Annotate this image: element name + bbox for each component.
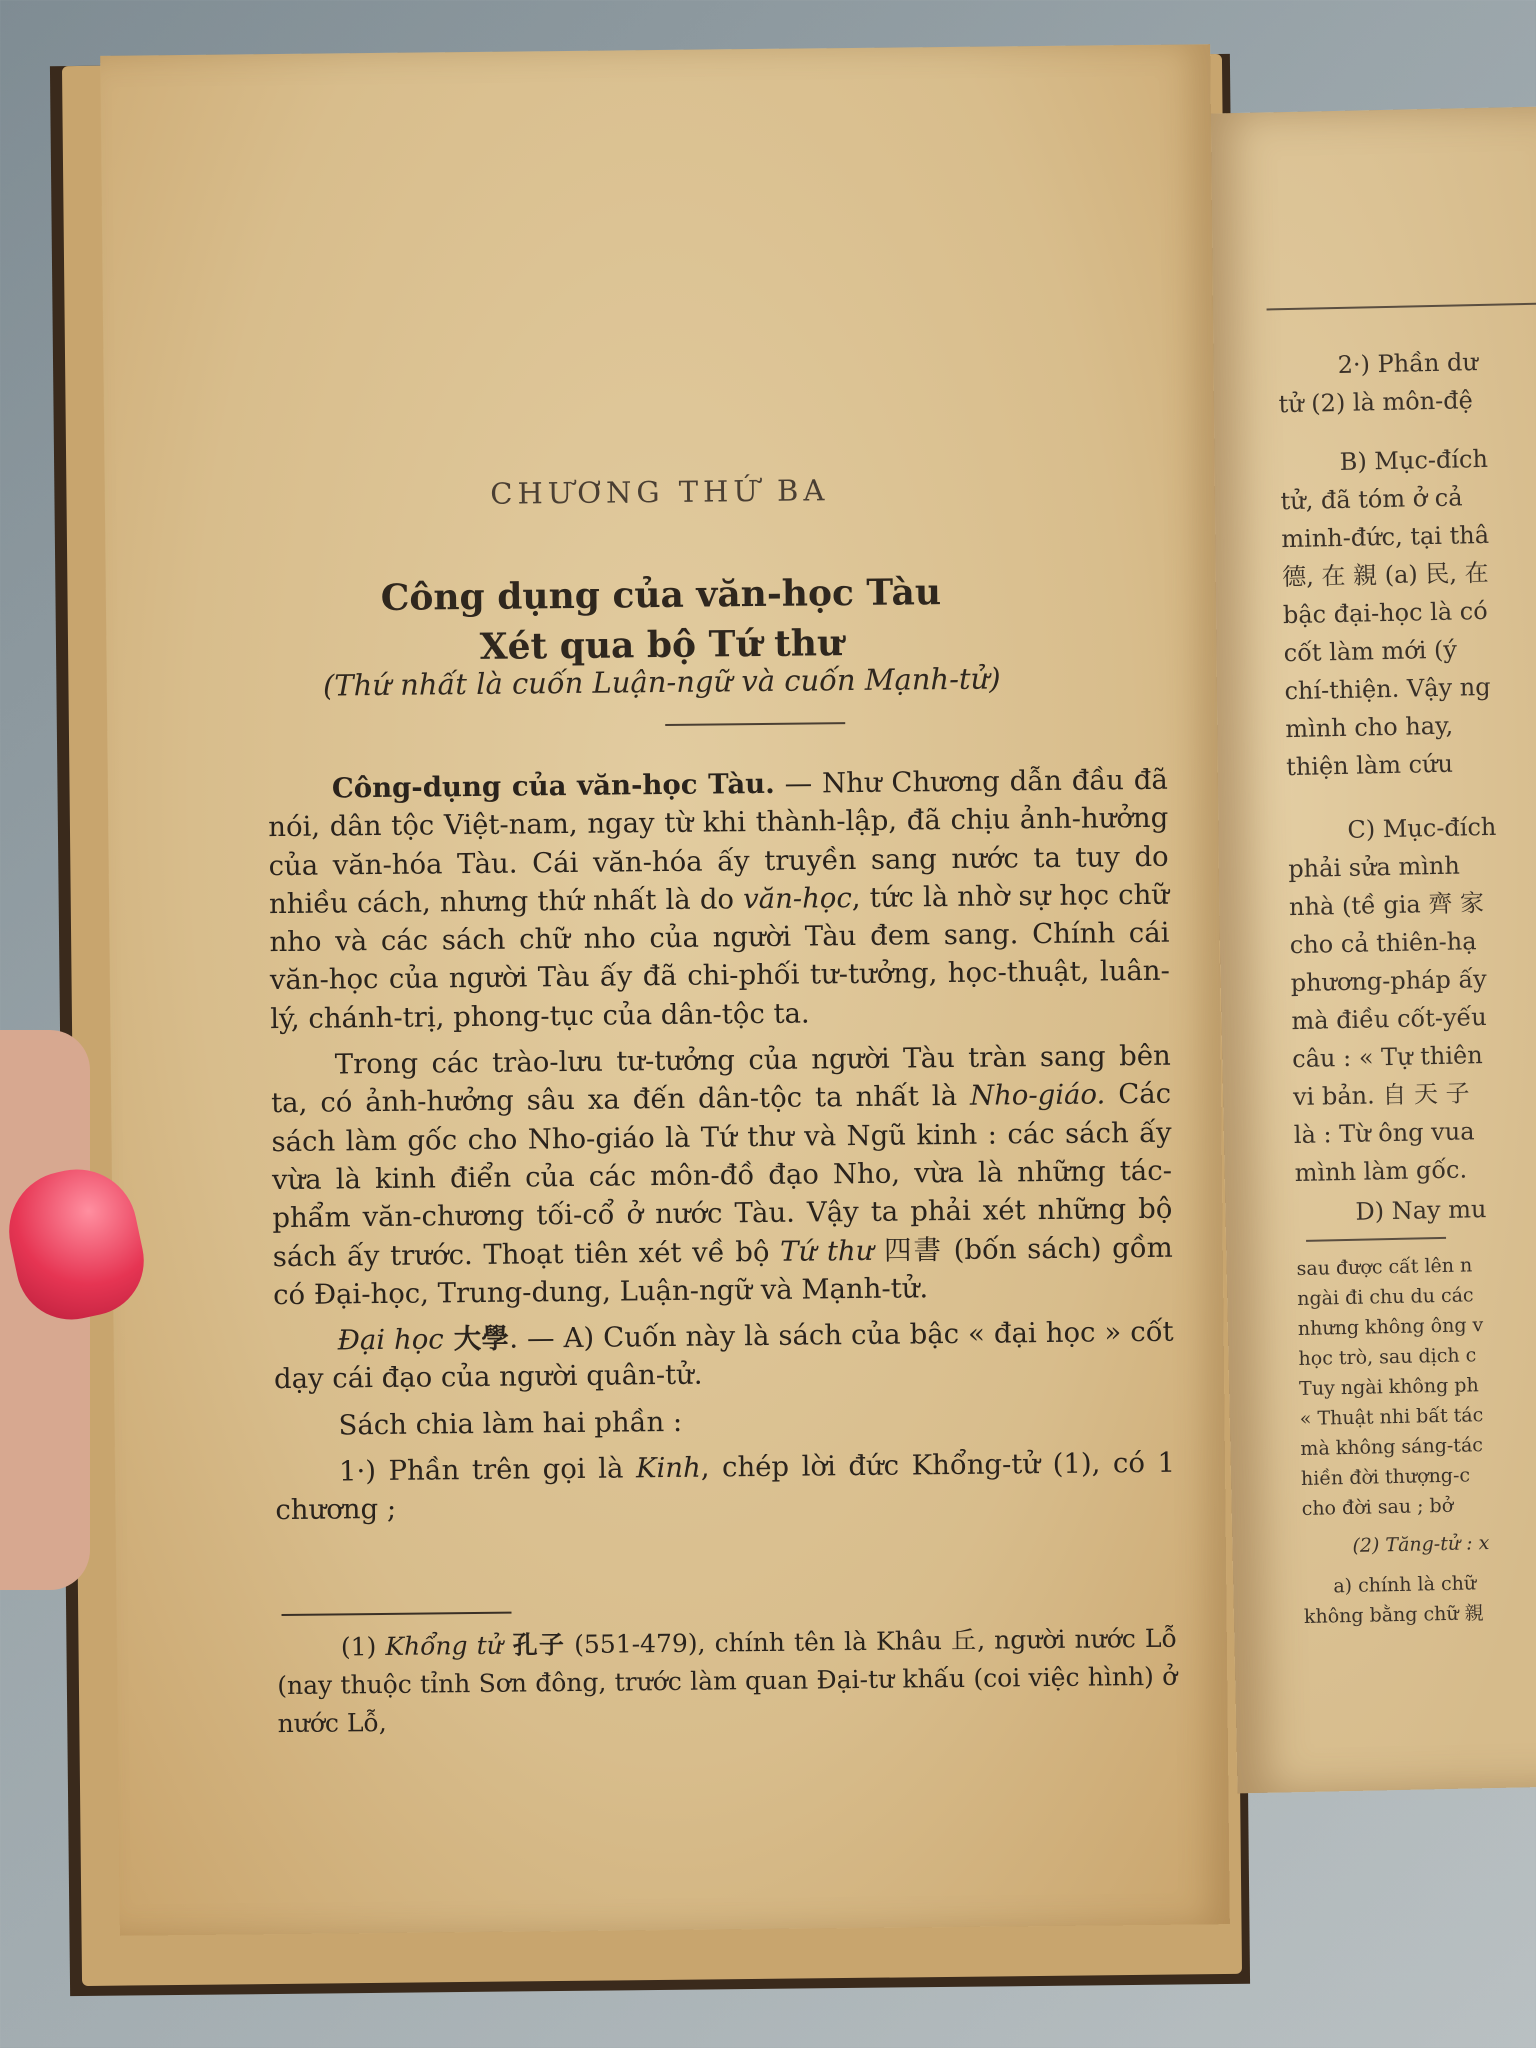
right-line: mình làm gốc. — [1294, 1155, 1468, 1188]
right-line: vi bản. 自 天 子 — [1292, 1079, 1470, 1112]
right-footnote-line: cho đời sau ; bở — [1301, 1494, 1454, 1520]
paragraph-2-text-b: Các sách làm gốc cho Nho-giáo là Tứ thư và Ngũ kinh : các sách ấy vừa là kinh điển của các môn-đồ đạo Nho, vừa là những tác-phẩm văn-chương tối-cổ ở nước Tàu. Vậy ta phải xét những bộ sách ấy trước. Thoạt tiên xét về bộ — [271, 1078, 1173, 1273]
right-footnote-line: học trò, sau dịch c — [1298, 1344, 1477, 1371]
chapter-heading: CHƯƠNG THỨ BA — [490, 473, 830, 511]
right-line: minh-đức, tại thâ — [1281, 520, 1490, 554]
footnote-1 — [277, 1620, 1178, 1743]
chapter-title-line-1: Công dụng của văn-học Tàu — [380, 571, 942, 619]
paragraph-1-text-a: — Như Chương dẫn đầu đã nói, dân tộc Việt-nam, ngay từ khi thành-lập, đã chịu ảnh-hưởng của văn-hóa Tàu. Cái văn-hóa ấy truyền sang nước ta tuy do nhiều cách, nhưng thứ nhất là do — [268, 763, 1169, 921]
right-page-header-rule — [1267, 302, 1536, 310]
paragraph-1-text-b: , tức là nhờ sự học chữ nho và các sách chữ nho của người Tàu đem sang. Chính cái văn-học của người Tàu ấy đã chi-phối tư-tưởng, học-thuật, luân-lý, chánh-trị, phong-tục của dân-tộc ta. — [269, 878, 1170, 1035]
right-footnote-line: nhưng không ông v — [1297, 1314, 1484, 1341]
right-footnote-line: hiền đời thượng-c — [1300, 1464, 1471, 1490]
paragraph-2-italic-a: Nho-giáo. — [969, 1078, 1106, 1113]
right-line: 德, 在 親 (a) 民, 在 — [1281, 558, 1489, 592]
right-footnote-line: (2) Tăng-tử : x — [1352, 1532, 1490, 1557]
right-page — [1202, 107, 1536, 1794]
paragraph-2-text-a: Trong các trào-lưu tư-tưởng của người Tàu tràn sang bên ta, có ảnh-hưởng sâu xa đến dân-tộc ta nhất là — [270, 1039, 1171, 1120]
right-line: chí-thiện. Vậy ng — [1284, 672, 1491, 706]
footnote-divider — [282, 1612, 512, 1616]
right-line: tử (2) là môn-đệ — [1278, 386, 1474, 419]
right-line: câu : « Tự thiên — [1291, 1041, 1483, 1074]
chapter-subtitle: (Thứ nhất là cuốn Luận-ngữ và cuốn Mạnh-tử) — [322, 661, 1001, 703]
paragraph-2-italic-b: Tứ thư — [779, 1234, 874, 1268]
right-line: mình cho hay, — [1285, 711, 1454, 744]
paragraph-2 — [271, 1037, 1174, 1314]
paragraph-3-han: 大學 — [443, 1322, 510, 1356]
paragraph-1-italic: văn-học — [743, 881, 852, 916]
footnote-italic: Khổng tử — [385, 1630, 503, 1661]
right-footnote-line: mà không sáng-tác — [1300, 1434, 1484, 1460]
body-text — [268, 761, 1176, 1530]
left-page — [100, 44, 1230, 1936]
paragraph-5-italic: Kinh — [635, 1451, 701, 1485]
paragraph-2-han: 四書 — [873, 1233, 944, 1267]
right-line: 2·) Phần dư — [1337, 348, 1479, 379]
paragraph-3-text: . — A) Cuốn này là sách của bậc « đại học » cốt dạy cái đạo của người quân-tử. — [273, 1315, 1174, 1396]
chapter-title-line-2: Xét qua bộ Tứ thư — [479, 622, 844, 668]
right-page-footnote-rule — [1306, 1237, 1446, 1242]
paragraph-3 — [273, 1313, 1174, 1399]
right-line: cho cả thiên-hạ — [1289, 927, 1477, 960]
right-line: tử, đã tóm ở cả — [1280, 483, 1463, 516]
right-line: C) Mục-đích — [1347, 812, 1497, 844]
right-footnote-line: không bằng chữ 親 — [1303, 1602, 1484, 1628]
paragraph-4 — [274, 1397, 1174, 1445]
right-footnote-line: sau được cất lên n — [1296, 1254, 1473, 1281]
right-line: D) Nay mu — [1355, 1195, 1487, 1226]
right-line: cốt làm mới (ý — [1283, 635, 1458, 668]
right-footnote-line: « Thuật nhi bất tác — [1299, 1404, 1484, 1430]
right-line: mà điều cốt-yếu — [1291, 1002, 1487, 1036]
paragraph-5 — [275, 1444, 1176, 1530]
paragraph-4-text: Sách chia làm hai phần : — [338, 1405, 683, 1442]
footnote-label: (1) — [340, 1631, 386, 1662]
paragraph-2-text-c: (bốn sách) gồm có Đại-học, Trung-dung, Luận-ngữ và Mạnh-tử. — [273, 1231, 1173, 1311]
right-line: thiện làm cứu — [1285, 749, 1454, 782]
right-line: phương-pháp ấy — [1290, 964, 1487, 998]
footnote — [277, 1620, 1178, 1743]
paragraph-5-text-a: 1·) Phần trên gọi là — [338, 1452, 637, 1488]
chapter-title — [106, 564, 1217, 676]
right-line: B) Mục-đích — [1339, 444, 1489, 476]
right-line: nhà (tề gia 齊 家 — [1288, 889, 1485, 922]
paragraph-1 — [268, 761, 1171, 1038]
right-line: bậc đại-học là có — [1282, 596, 1488, 630]
right-footnote-line: ngài đi chu du các — [1297, 1284, 1474, 1311]
right-footnote-line: Tuy ngài không ph — [1298, 1374, 1479, 1400]
title-divider — [665, 722, 845, 726]
right-line: phải sửa mình — [1287, 851, 1461, 884]
right-footnote-line: a) chính là chữ — [1333, 1572, 1477, 1598]
right-line: là : Từ ông vua — [1293, 1117, 1475, 1150]
footnote-text: (551-479), chính tên là Khâu 丘, người nước Lỗ (nay thuộc tỉnh Sơn đông, trước làm quan Đại-tư khấu (coi việc hình) ở nước Lỗ, — [277, 1623, 1178, 1739]
footnote-han: 孔子 — [502, 1630, 566, 1660]
paragraph-1-lead: Công-dụng của văn-học Tàu. — [331, 767, 775, 805]
paragraph-5-text-b: , chép lời đức Khổng-tử (1), có 1 chương ; — [275, 1446, 1176, 1527]
paragraph-3-lead: Đại học — [337, 1323, 444, 1357]
